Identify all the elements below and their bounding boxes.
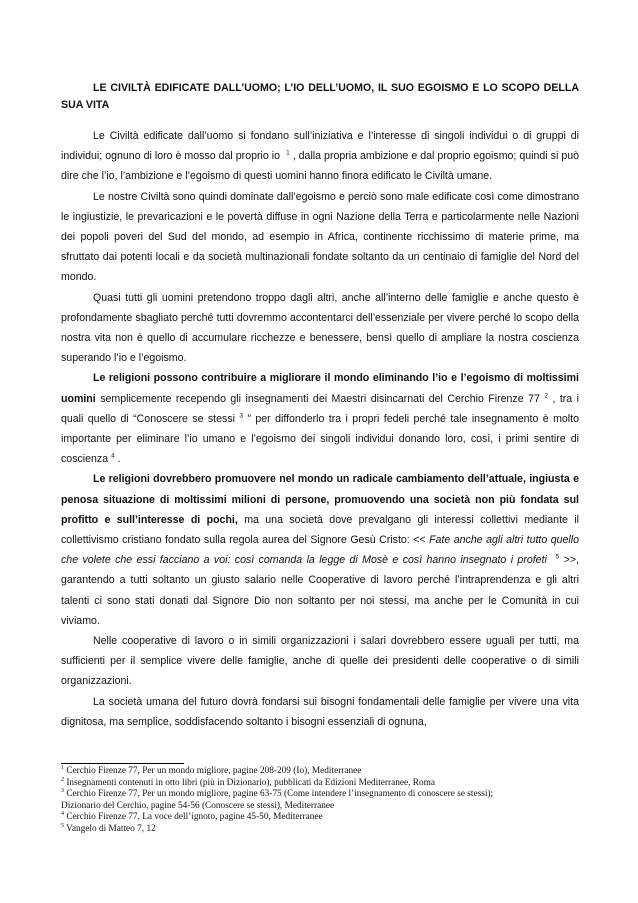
paragraph-4 [61, 368, 579, 469]
footnote-number: 1 [61, 764, 64, 771]
paragraph-5-bold: Le religioni dovrebbero promuovere nel mondo un radicale cambiamento dell’attuale, ingiusta e penosa situazione di moltissimi milioni di persone, promuovendo una società non più fondata sul profitto e sull’interesse di pochi, [61, 473, 579, 526]
footnote-1 [61, 766, 581, 778]
footnote-number: 5 [61, 822, 64, 829]
paragraph-6: Nelle cooperative di lavoro o in simili organizzazioni i salari dovrebbero essere uguali per tutti, ma sufficienti per il semplice vivere delle famiglie, anche di quelle dei presidenti delle cooperative o di simili organizzazioni. [61, 635, 579, 688]
footnote-ref-2[interactable]: 2 [544, 392, 548, 400]
paragraph-5-text-b: >>, garantendo a tutti soltanto un giusto salario nelle Cooperative di lavoro perché l’intraprendenza e gli altri talenti ci sono stati donati dal Signore Dio non soltanto per noi stessi, ma anche per le Comunità in cui viviamo. [61, 554, 579, 627]
footnote-text: Insegnamenti contenuti in otto libri (più in Dizionario), pubblicati da Edizioni Mediterranee, Roma [66, 777, 436, 788]
paragraph-5-text-a: ma una società dove prevalgano gli interessi collettivi mediante il collettivismo cristiano fondato sulla regola aurea del Signore Gesù Cristo: << [61, 513, 579, 547]
footnote-5 [61, 824, 581, 836]
footnote-ref-4[interactable]: 4 [111, 452, 115, 460]
paragraph-4-text-b: , tra i quali quello di “Conoscere se stessi [61, 392, 580, 425]
footnote-text: Cerchio Firenze 77, Per un mondo migliore, pagine 63-75 (Come intendere l’insegnamento di conoscere se stessi); [66, 789, 494, 800]
footnote-text: Cerchio Firenze 77, La voce dell’ignoto, pagine 45-50, Mediterranee [66, 812, 323, 823]
footnote-3-continuation: Dizionario del Cerchio, pagine 54-56 (Conoscere se stessi), Mediterranee [61, 800, 335, 811]
footnote-ref-5[interactable]: 5 [555, 553, 560, 561]
footnote-number: 4 [61, 811, 64, 818]
paragraph-3: Quasi tutti gli uomini pretendono troppo dagli altri, anche all’interno delle famiglie e anche questo è profondamente sbagliato perché tutti dovremmo accontentarci dell’essenziale per vivere perché lo scopo della nostra vita non è quello di accumulare ricchezze e benessere, bensì quello di ampliare la nostra coscienza superando l’io e l’egoismo. [61, 291, 579, 365]
document-title: LE CIVILTÀ EDIFICATE DALL’UOMO; L’IO DELL’UOMO, IL SUO EGOISMO E LO SCOPO DELLA SUA VITA [61, 82, 579, 111]
footnote-3 [61, 789, 581, 801]
footnote-number: 2 [61, 776, 64, 783]
footnotes [61, 766, 581, 836]
document-body [61, 80, 579, 732]
footnote-text: Cerchio Firenze 77, Per un mondo migliore, pagine 208-209 (Io), Mediterranee [66, 766, 362, 776]
paragraph-4-bold: Le religioni possono contribuire a migliorare il mondo eliminando l’io e l’egoismo di moltissimi uomini [61, 372, 579, 405]
paragraph-1-text-a: Le Civiltà edificate dall’uomo si fondano sull’iniziativa e l’interesse di singoli individui o di gruppi di individui; ognuno di loro è mosso dal proprio io [61, 130, 579, 163]
paragraph-5 [61, 469, 579, 631]
paragraph-2: Le nostre Civiltà sono quindi dominate dall’egoismo e perciò sono male edificate così come dimostrano le ingiustizie, le prevaricazioni e le povertà diffuse in ogni Nazione della Terra e particolarmente nelle Nazioni dei popoli poveri del Sud del mondo, ad esempio in Africa, continente ricchissimo di materie prime, ma sfruttato dai potenti locali e da società multinazionali fondate soltanto da un centinaio di famiglie del Nord del mondo. [61, 190, 579, 284]
paragraph-1-text-b: , dalla propria ambizione e dal proprio egoismo; quindi si può dire che l’io, l’ambizione e l’egoismo di questi uomini hanno finora edificato le Civiltà umane. [61, 150, 579, 183]
paragraph-7: La società umana del futuro dovrà fondarsi sui bisogni fondamentali delle famiglie per vivere una vita dignitosa, ma semplice, soddisfacendo soltanto i bisogni essenziali di ognuna, [61, 695, 579, 728]
footnote-separator [61, 763, 184, 764]
footnote-number: 3 [61, 788, 64, 795]
paragraph-1 [61, 126, 579, 187]
paragraph-4-text-d: . [117, 453, 121, 466]
paragraph-4-text-a: semplicemente recependo gli insegnamenti dei Maestri disincarnati del Cerchio Firenze 77 [95, 392, 540, 405]
footnote-text: Vangelo di Matteo 7, 12 [66, 823, 156, 834]
footnote-4 [61, 812, 581, 824]
paragraph-4-text-c: ” per diffonderlo tra i propri fedeli perché tale insegnamento è molto importante per eliminare l’io umano e l’egoismo dei singoli individui donando loro, così, i primi sentire di coscienza [61, 412, 579, 466]
footnote-ref-1[interactable]: 1 [286, 149, 290, 157]
footnote-2 [61, 778, 581, 790]
footnote-ref-3[interactable]: 3 [239, 412, 244, 420]
gospel-quote: Fate anche agli altri tutto quello che volete che essi facciano a voi: così comanda la legge di Mosè e così hanno insegnato i profeti [61, 534, 579, 567]
